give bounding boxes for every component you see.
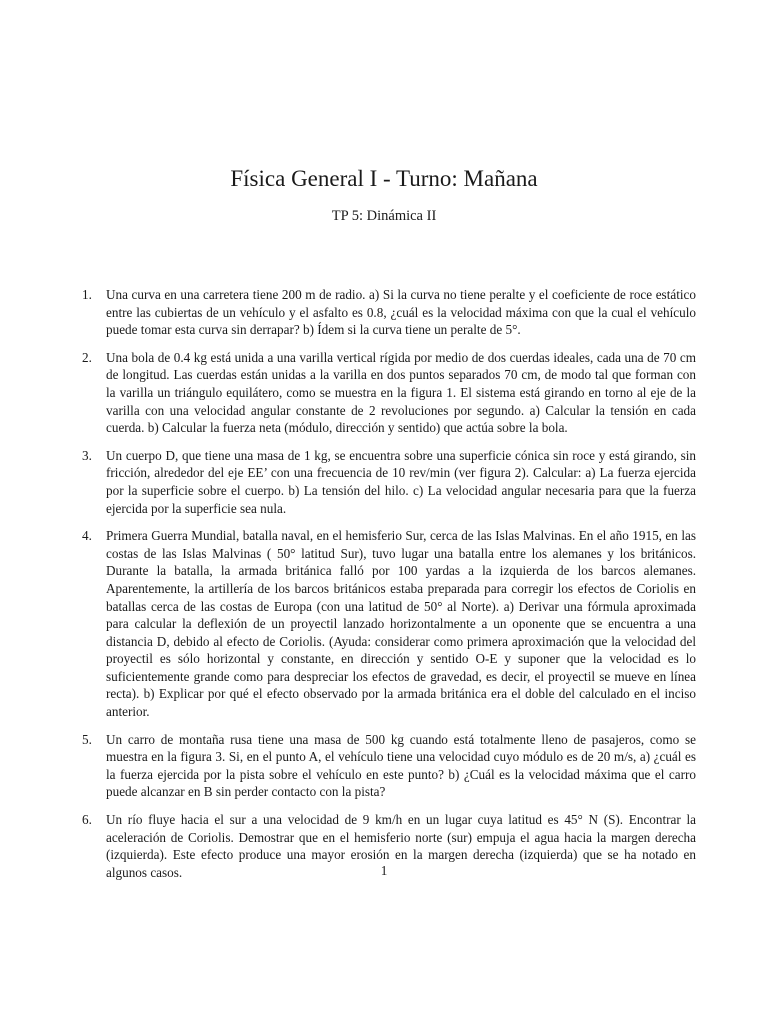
problem-text: Primera Guerra Mundial, batalla naval, en el hemisferio Sur, cerca de las Islas Malvinas. En el año 1915, en las costas de las Islas Malvinas ( 50° latitud Sur), tuvo lugar una batalla entre los alemanes y los británicos. Durante la batalla, la armada británica falló por 100 yardas a la izquierda de los barcos alemanes. Aparentemente, la artillería de los barcos británicos estaba preparada para corregir los efectos de Coriolis en batallas cerca de las costas de Europa (con una latitud de 50° al Norte). a) Derivar una fórmula aproximada para calcular la deflexión de un proyectil lanzado horizontalmente a un oponente que se encuentra a una distancia D, debido al efecto de Coriolis. (Ayuda: considerar como primera aproximación que la velocidad del proyectil es sólo horizontal y constante, en dirección y sentido O-E y suponer que la velocidad es lo suficientemente grande como para despreciar los efectos de gravedad, es decir, el proyectil se mueve en línea recta). b) Explicar por qué el efecto observado por la armada británica era el doble del calculado en el inciso anterior. [106,528,696,720]
problem-number: 1. [82,287,92,302]
problem-number: 2. [82,349,92,365]
problem-item [82,731,696,801]
document-title: Física General I - Turno: Mañana [230,166,538,191]
problem-text: Una curva en una carretera tiene 200 m de radio. a) Si la curva no tiene peralte y el coeficiente de roce estático entre las cubiertas de un vehículo y el asfalto es 0.8, ¿cuál es la velocidad máxima con que la cual el vehículo puede tomar esta curva sin derrapar? b) Ídem si la curva tiene un peralte de 5°. [106,287,696,338]
problem-number: 5. [82,731,92,747]
problem-text: Un cuerpo D, que tiene una masa de 1 kg, se encuentra sobre una superficie cónica sin roce y está girando, sin fricción, alrededor del eje EE’ con una frecuencia de 10 rev/min (ver figura 2). Calcular: a) La fuerza ejercida por la superficie sobre el cuerpo. b) La tensión del hilo. c) La velocidad angular necesaria para que la fuerza ejercida por la superficie sea nula. [106,447,696,516]
document-subtitle: TP 5: Dinámica II [331,208,437,224]
problem-item [82,286,696,339]
problem-number: 3. [82,447,92,463]
problem-text: Un río fluye hacia el sur a una velocidad de 9 km/h en un lugar cuya latitud es 45° N (S). Encontrar la aceleración de Coriolis. Demostrar que en el hemisferio norte (sur) empuja el agua hacia la margen derecha (izquierda). Este efecto produce una mayor erosión en la margen derecha (izquierda) que se ha notado en algunos casos. [106,812,696,880]
problem-list [82,286,696,891]
problem-item [82,349,696,437]
page-number: 1 [380,863,388,878]
problem-item [82,447,696,517]
problem-text: Una bola de 0.4 kg está unida a una varilla vertical rígida por medio de dos cuerdas ideales, cada una de 70 cm de longitud. Las cuerdas están unidas a la varilla en dos puntos separados 70 cm, de modo tal que forman con la varilla un triángulo equilátero, como se muestra en la figura 1. El sistema está girando en torno al eje de la varilla con una velocidad angular constante de 2 revoluciones por segundo. a) Calcular la tensión en cada cuerda. b) Calcular la fuerza neta (módulo, dirección y sentido) que actúa sobre la bola. [106,349,696,436]
problem-number: 6. [82,812,92,828]
problem-item [82,527,696,721]
problem-text: Un carro de montaña rusa tiene una masa de 500 kg cuando está totalmente lleno de pasajeros, como se muestra en la figura 3. Si, en el punto A, el vehículo tiene una velocidad cuyo módulo es de 20 m/s, a) ¿cuál es la fuerza ejercida por la pista sobre el vehículo en este punto? b) ¿Cuál es la velocidad máxima que el carro puede alcanzar en B sin perder contacto con la pista? [106,731,696,800]
problem-number: 4. [82,528,92,544]
